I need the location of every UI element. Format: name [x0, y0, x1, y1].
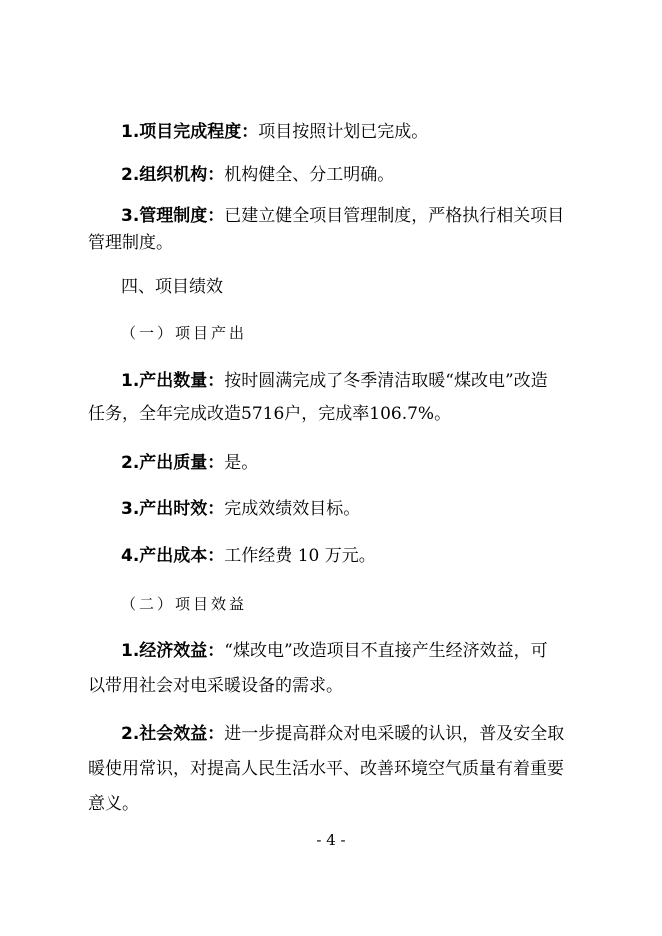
paragraph-social-benefit-line2 [88, 758, 602, 780]
label-output-timeliness: 3.产出时效： [121, 499, 225, 519]
text-completion: 项目按照计划已完成。 [258, 122, 429, 142]
paragraph-output-quantity-line2 [88, 403, 602, 425]
paragraph-management-line2 [88, 232, 602, 254]
label-management: 3.管理制度： [121, 206, 225, 226]
paragraph-economic-benefit-line1 [121, 640, 602, 662]
text-economic-benefit-1: “煤改电”改造项目不直接产生经济效益，可 [224, 641, 548, 661]
label-social-benefit: 2.社会效益： [121, 724, 225, 744]
text-output-quality: 是。 [224, 453, 259, 473]
text-social-benefit-1: 进一步提高群众对电采暖的认识，普及安全取 [224, 724, 565, 744]
text-management-2: 管理制度。 [88, 233, 173, 253]
text-organization: 机构健全、分工明确。 [224, 165, 395, 185]
paragraph-social-benefit-line3 [88, 793, 602, 815]
label-economic-benefit: 1.经济效益： [121, 641, 225, 661]
label-completion: 1.项目完成程度： [121, 122, 259, 142]
text-management-1: 已建立健全项目管理制度，严格执行相关项目 [224, 206, 565, 226]
text-output-cost: 工作经费 10 万元。 [224, 546, 376, 566]
text-output-quantity-2: 任务，全年完成改造5716户，完成率106.7%。 [88, 404, 452, 424]
text-output-quantity-1: 按时圆满完成了冬季清洁取暖“煤改电”改造 [224, 371, 548, 391]
text-economic-benefit-2: 以带用社会对电采暖设备的需求。 [88, 676, 343, 696]
label-output-quality: 2.产出质量： [121, 453, 225, 473]
text-output-timeliness: 完成效绩效目标。 [224, 499, 361, 519]
paragraph-organization [121, 164, 602, 186]
label-organization: 2.组织机构： [121, 165, 225, 185]
subheading-benefit: （二）项目效益 [121, 595, 248, 613]
paragraph-output-quality [121, 452, 602, 474]
section-heading-performance: 四、项目绩效 [121, 277, 223, 297]
paragraph-output-timeliness [121, 498, 602, 520]
paragraph-social-benefit-line1 [121, 723, 602, 745]
paragraph-output-cost [121, 545, 602, 567]
label-output-cost: 4.产出成本： [121, 546, 225, 566]
paragraph-economic-benefit-line2 [88, 675, 602, 697]
text-social-benefit-2: 暖使用常识，对提高人民生活水平、改善环境空气质量有着重要 [88, 759, 564, 779]
page-number: - 4 - [316, 831, 346, 849]
subheading-output: （一）项目产出 [121, 324, 248, 342]
paragraph-completion [121, 121, 602, 143]
paragraph-output-quantity-line1 [121, 370, 602, 392]
paragraph-management-line1 [121, 205, 602, 227]
text-social-benefit-3: 意义。 [88, 794, 139, 814]
label-output-quantity: 1.产出数量： [121, 371, 225, 391]
